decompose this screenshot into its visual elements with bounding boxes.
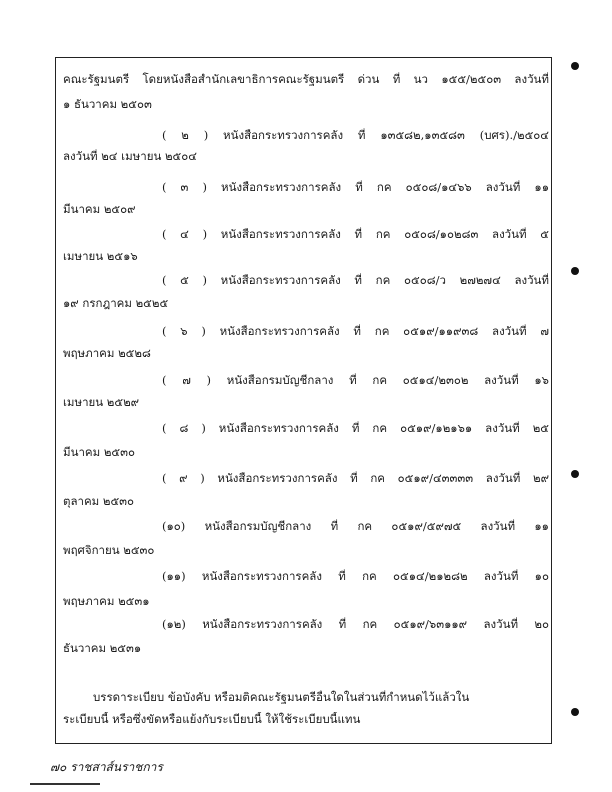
list-item: ( ๓ ) หนังสือกระทรวงการคลัง ที่ กค ๐๕๐๘/๑๔๖๖ ลงวันที่ ๑๑ — [162, 180, 549, 194]
list-item-date: ธันวาคม ๒๕๓๑ — [63, 641, 142, 655]
list-item: ( ๒ ) หนังสือกระทรวงการคลัง ที่ ๑๓๕๘๒,๑๓๕๘๓ (บศร)./๒๕๐๔ — [162, 128, 549, 142]
list-item: (๑๐) หนังสือกรมบัญชีกลาง ที่ กค ๐๕๑๙/๕๙๗๕ ลงวันที่ ๑๑ — [162, 519, 549, 533]
intro-line-2: ๑ ธันวาคม ๒๕๐๓ — [63, 97, 152, 111]
list-item: ( ๔ ) หนังสือกระทรวงการคลัง ที่ กค ๐๕๐๘/๑๐๒๘๓ ลงวันที่ ๕ — [162, 227, 549, 241]
list-item-date: พฤษภาคม ๒๕๒๘ — [63, 346, 151, 360]
footer-rule — [30, 783, 100, 785]
list-item-date: ลงวันที่ ๒๔ เมษายน ๒๕๐๔ — [63, 149, 197, 163]
binding-hole-dot — [571, 470, 579, 478]
binding-hole-dot — [571, 708, 579, 716]
list-item: ( ๙ ) หนังสือกระทรวงการคลัง ที่ กค ๐๕๑๙/๔๓๓๓๓ ลงวันที่ ๒๙ — [162, 471, 549, 485]
list-item: ( ๘ ) หนังสือกระทรวงการคลัง ที่ กค ๐๕๑๙/๑๒๑๖๑ ลงวันที่ ๒๕ — [162, 421, 549, 435]
list-item: ( ๗ ) หนังสือกรมบัญชีกลาง ที่ กค ๐๕๑๔/๒๓๐๒ ลงวันที่ ๑๖ — [162, 373, 549, 387]
list-item-date: พฤศจิกายน ๒๕๓๐ — [63, 543, 155, 557]
list-item: (๑๒) หนังสือกระทรวงการคลัง ที่ กค ๐๕๑๙/๖๓๑๑๙ ลงวันที่ ๒๐ — [162, 617, 549, 631]
list-item-date: เมษายน ๒๕๑๖ — [63, 249, 138, 263]
closing-line-2: ระเบียบนี้ หรือซึ่งขัดหรือแย้งกับระเบียบนี้ ให้ใช้ระเบียบนี้แทน — [63, 712, 361, 726]
binding-hole-dot — [571, 267, 579, 275]
list-item: (๑๑) หนังสือกระทรวงการคลัง ที่ กค ๐๕๑๔/๒๑๒๘๒ ลงวันที่ ๑๐ — [162, 569, 549, 583]
intro-line-1: คณะรัฐมนตรี โดยหนังสือสำนักเลขาธิการคณะรัฐมนตรี ด่วน ที่ นว ๑๕๕/๒๕๐๓ ลงวันที่ — [63, 72, 549, 86]
list-item-date: ๑๙ กรกฎาคม ๒๕๒๕ — [63, 296, 169, 310]
list-item: ( ๖ ) หนังสือกระทรวงการคลัง ที่ กค ๐๕๑๙/๑๑๙๓๘ ลงวันที่ ๗ — [162, 324, 549, 338]
list-item-date: มีนาคม ๒๕๓๐ — [63, 445, 135, 459]
page-footer: ๗๐ ราชสาส์นราชการ — [50, 760, 163, 774]
list-item-date: พฤษภาคม ๒๕๓๑ — [63, 594, 150, 608]
list-item-date: เมษายน ๒๕๒๙ — [63, 395, 140, 409]
closing-line-1: บรรดาระเบียบ ข้อบังคับ หรือมติคณะรัฐมนตรีอื่นใดในส่วนที่กำหนดไว้แล้วใน — [93, 690, 470, 704]
list-item: ( ๕ ) หนังสือกระทรวงการคลัง ที่ กค ๐๕๐๘/ว ๒๗๒๗๔ ลงวันที่ — [162, 273, 549, 287]
list-item-date: ตุลาคม ๒๕๓๐ — [63, 494, 135, 508]
binding-hole-dot — [571, 62, 579, 70]
list-item-date: มีนาคม ๒๕๐๙ — [63, 202, 136, 216]
